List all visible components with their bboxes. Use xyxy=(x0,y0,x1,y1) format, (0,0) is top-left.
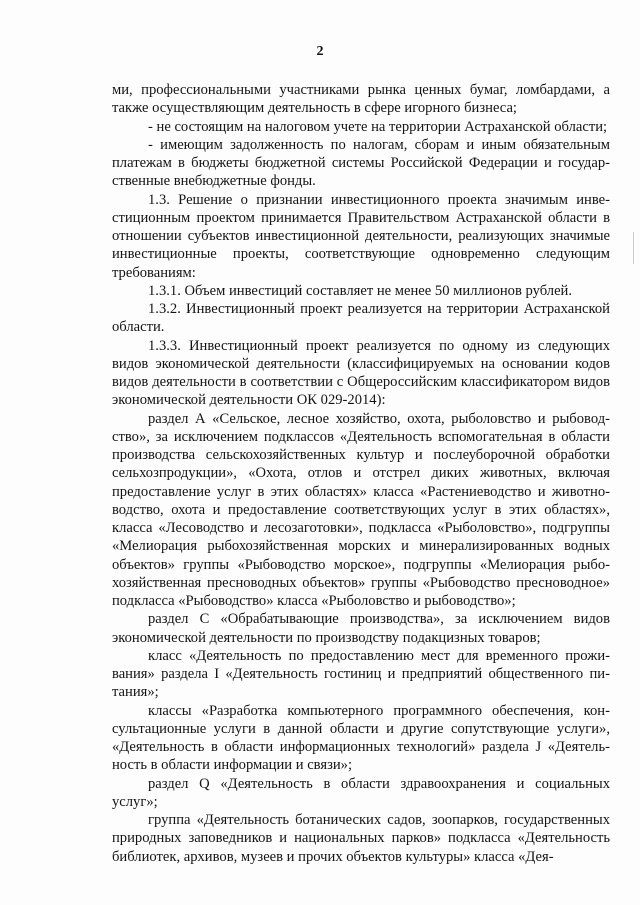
paragraph-1-3-1: 1.3.1. Объем инвестиций составляет не менее 50 миллионов рублей. xyxy=(148,282,573,299)
scan-margin-mark xyxy=(633,232,634,264)
paragraph-continuation: ми, профессиональными участниками рынка ценных бумаг, ломбардами, а также осуществляющим деятельность в сфере игорного бизнеса; xyxy=(112,82,610,117)
paragraph-1-3-3: 1.3.3. Инвестиционный проект реализуется по одному из следующих видов экономической деятельности (классифицируемых на основании кодов видов деятельности в соответствии с Общероссийским классификатором видов экономической деятельности ОК 029-2014): xyxy=(112,337,610,409)
paragraph-tax-debt: - имеющим задолженность по налогам, сборам и иным обязательным платежам в бюджеты бюджетной системы Российской Федерации и государственные внебюджетные фонды. xyxy=(112,136,610,190)
document-body xyxy=(112,81,610,866)
paragraph-1-3: 1.3. Решение о признании инвестиционного проекта значимым инвестиционным проектом принимается Правительством Астраханской области в отношении субъектов инвестиционной деятельности, реализующих значимые инвестиционные проекты, соответствующие одновременно следующим требованиям: xyxy=(112,191,610,281)
paragraph-not-registered: - не состоящим на налоговом учете на территории Астраханской области; xyxy=(148,118,608,135)
paragraph-class-accommodation: класс «Деятельность по предоставлению мест для временного проживания» раздела I «Деятельность гостиниц и предприятий общественного питания»; xyxy=(112,647,610,701)
paragraph-section-c: раздел С «Обрабатывающие производства», за исключением видов экономической деятельности по производству подакцизных товаров; xyxy=(112,611,610,646)
paragraph-section-a: раздел А «Сельское, лесное хозяйство, охота, рыболовство и рыбоводство», за исключением подклассов «Деятельность вспомогательная в области производства сельскохозяйственных культур и послеуборочной обработки сельхозпродукции», «Охота, отлов и отстрел диких животных, включая предоставление услуг в этих областях» класса «Растениеводство и животноводство, охота и предоставление соответствующих услуг в этих областях», класса «Лесоводство и лесозаготовки», подкласса «Рыболовство», подгруппы «Мелиорация рыбохозяйственная морских и минерализированных водных объектов» группы «Рыбоводство морское», подгруппы «Мелиорация рыбохозяйственная пресноводных объектов» группы «Рыбоводство пресноводное» подкласса «Рыбоводство» класса «Рыболовство и рыбоводство»; xyxy=(112,410,610,609)
paragraph-classes-software: классы «Разработка компьютерного программного обеспечения, консультационные услуги в данной области и другие сопутствующие услуги», «Деятельность в области информационных технологий» раздела J «Деятельность в области информации и связи»; xyxy=(112,702,610,774)
paragraph-group-botanical: группа «Деятельность ботанических садов, зоопарков, государственных природных заповедников и национальных парков» подкласса «Деятельность библиотек, архивов, музеев и прочих объектов культуры» класса «Дея- xyxy=(112,812,610,865)
page-number: 2 xyxy=(316,44,324,59)
paragraph-1-3-2: 1.3.2. Инвестиционный проект реализуется на территории Астраханской области. xyxy=(112,301,610,336)
paragraph-section-q: раздел Q «Деятельность в области здравоохранения и социальных услуг»; xyxy=(112,775,610,810)
